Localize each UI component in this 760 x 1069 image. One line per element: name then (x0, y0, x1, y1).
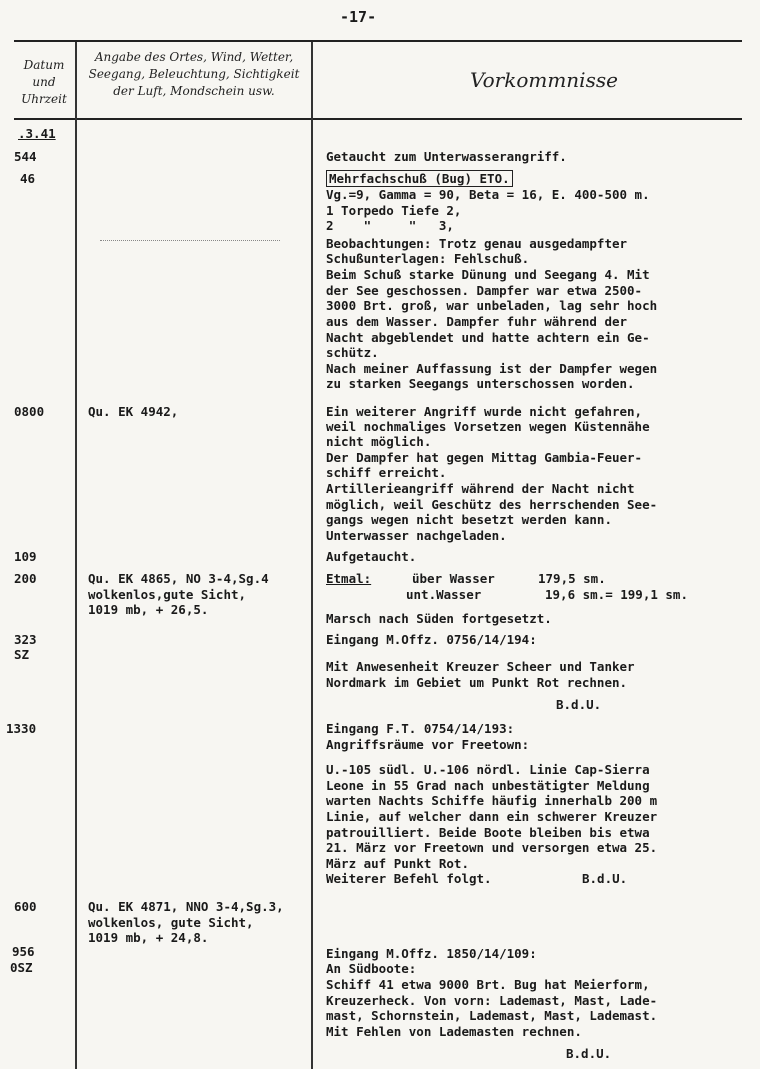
signature-bdu: B.d.U. (566, 1046, 612, 1061)
entry-time: 109 (14, 549, 37, 564)
entry-time: 0800 (14, 404, 45, 419)
entry-location: Qu. EK 4942, (88, 404, 179, 419)
entry-time-zone: 0SZ (10, 960, 33, 975)
log-date: .3.41 (18, 126, 56, 141)
faint-dots (100, 240, 280, 241)
entry-time: 1330 (6, 721, 37, 736)
entry-time-zone: SZ (14, 647, 30, 662)
entry-time: 323 (14, 632, 37, 647)
top-rule (14, 40, 742, 42)
header-datum: Datum und Uhrzeit (21, 58, 67, 106)
entry-text: Eingang M.Offz. 0756/14/194: (326, 632, 537, 647)
col-divider-1 (75, 42, 77, 1069)
entry-time: 544 (14, 149, 37, 164)
entry-text: Marsch nach Süden fortgesetzt. (326, 611, 552, 626)
header-ort: Angabe des Ortes, Wind, Wetter, Seegang, Beleuchtung, Sichtigkeit der Luft, Mondschein usw. (88, 50, 300, 98)
signature-bdu: B.d.U. (556, 697, 602, 712)
signature-bdu: B.d.U. (582, 871, 628, 886)
entry-time: 200 (14, 571, 37, 586)
entry-time: 600 (14, 899, 37, 914)
col-divider-2 (311, 42, 313, 1069)
header-rule (14, 118, 742, 120)
page-number: -17- (340, 8, 377, 26)
entry-time: 46 (20, 171, 36, 186)
entry-time: 956 (12, 944, 35, 959)
entry-text: Getaucht zum Unterwasserangriff. (326, 149, 567, 164)
log-page: -17- Datum und Uhrzeit Angabe des Ortes, Wind, Wetter, Seegang, Beleuchtung, Sichtigkeit der Luft, Mondschein usw. Vorkommnisse .3.41 544 Getaucht zum Unterwasserangriff. 46 Mehrfachschuß (Bug) ETO. Vg.=9, Gamma = 90, Beta = 16, E. 400-500 m. 1 Torpedo Tiefe 2, 2 " " 3, Beobachtungen: Trotz genau ausgedampfter Schußunterlagen: Fehlschuß. Beim Schuß starke Dünung und Seegang 4. Mit der See geschossen. Dampfer war etwa 2500- 3000 Brt. groß, war unbeladen, lag sehr hoch aus dem Wasser. Dampfer fuhr während der Nacht abgeblendet und hatte achtern ein Ge- schütz. Nach meiner Auffassung ist der Dampfer wegen zu starken Seegangs unterschossen worden. 0800 Qu. EK 4942, Ein weiterer Angriff wurde nicht gefahren, weil nochmaliges Vorsetzen wegen Küstennähe nicht möglich. Der Dampfer hat gegen Mittag Gambia-Feuer- schiff erreicht. Artillerieangriff während der Nacht nicht möglich, weil Geschütz des herrschenden See- gangs wegen nicht besetzt werden kann. Unterwasser nachgeladen. 109 Aufgetaucht. 200 Qu. EK 4865, NO 3-4,Sg.4 wolkenlos,gute Sicht, 1019 mb, + 26,5. Etmal: über Wasser 179,5 sm. unt.Wasser 19,6 sm.= 199,1 sm. Marsch nach Süden fortgesetzt. 323 SZ Eingang M.Offz. 0756/14/194: Mit Anwesenheit Kreuzer Scheer und Tanker Nordmark im Gebiet um Punkt Rot rechnen. B.d.U. 1330 Eingang F.T. 0754/14/193: Angriffsräume vor Freetown: U.-105 südl. U.-106 nördl. Linie Cap-Sierra Leone in 55 Grad nach unbestätigter Meldung warten Nachts Schiffe häufig innerhalb 200 m Linie, auf welcher dann ein schwerer Kreuzer patrouilliert. Beide Boote bleiben bis etwa 21. März vor Freetown und versorgen etwa 25. März auf Punkt Rot. Weiterer Befehl folgt. B.d.U. 600 Qu. EK 4871, NNO 3-4,Sg.3, wolkenlos, gute Sicht, 1019 mb, + 24,8. 956 0SZ Eingang M.Offz. 1850/14/109: An Südboote: Schiff 41 etwa 9000 Brt. Bug hat Meierform, Kreuzerheck. Von vorn: Lademast, Mast, Lade- mast, Schornstein, Lademast, Mast, Lademast. Mit Fehlen von Lademasten rechnen. B.d.U. (0, 0, 760, 1069)
header-vorkommnisse: Vorkommnisse (470, 68, 618, 92)
entry-text: Aufgetaucht. (326, 549, 417, 564)
